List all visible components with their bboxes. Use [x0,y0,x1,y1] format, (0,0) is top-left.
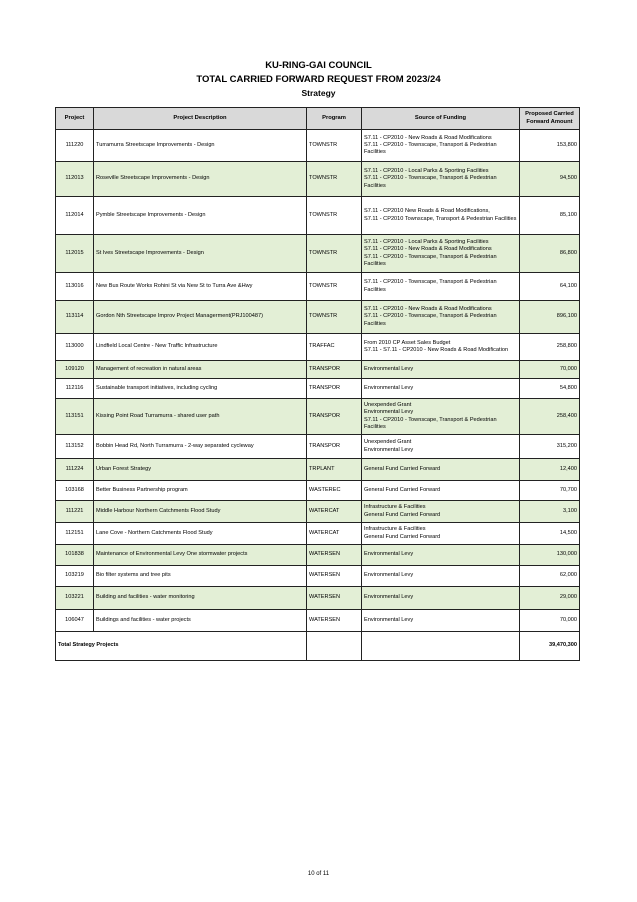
project-id-cell: 103221 [56,587,94,610]
funding-source-cell [362,361,520,379]
project-id-cell: 111220 [56,130,94,162]
column-header: Source of Funding [362,108,520,130]
table-header-row [56,108,580,130]
project-id-cell: 112151 [56,523,94,545]
funding-source-line: Environmental Levy [364,594,414,601]
program-cell: TRPLANT [307,459,362,481]
project-description-cell: Lindfield Local Centre - New Traffic Infrastructure [94,334,307,361]
funding-source-cell [362,501,520,523]
project-id-cell: 112014 [56,197,94,235]
table-row [56,545,580,566]
project-description-cell: New Bus Route Works Rohini St via New St to Turra Ave &Hwy [94,273,307,301]
table-row [56,334,580,361]
funding-source-cell [362,334,520,361]
amount-cell: 29,000 [520,587,580,610]
funding-source-line: Environmental Levy [364,616,414,623]
funding-source-line: General Fund Carried Forward [364,533,441,540]
amount-cell: 130,000 [520,545,580,566]
council-name: KU-RING-GAI COUNCIL [265,60,372,71]
program-cell: TOWNSTR [307,197,362,235]
carried-forward-table [55,107,580,661]
total-row [56,632,580,661]
amount-cell: 896,100 [520,301,580,334]
project-description-cell: Turramurra Streetscape Improvements - Design [94,130,307,162]
program-cell: TRANSPOR [307,361,362,379]
funding-source-line: S7.11 - CP2010 - Local Parks & Sporting Facilities [364,168,489,175]
funding-source-line: Environmental Levy [364,572,414,579]
funding-source-line: S7.11 - CP2010 - Townscape, Transport & Pedestrian Facilities [364,279,497,293]
funding-source-cell [362,610,520,632]
program-cell: TOWNSTR [307,235,362,273]
amount-cell: 54,800 [520,379,580,399]
project-id-cell: 103219 [56,566,94,587]
project-id-cell: 113114 [56,301,94,334]
program-cell: WASTEREC [307,481,362,501]
amount-cell: 94,500 [520,162,580,197]
amount-cell: 64,100 [520,273,580,301]
program-cell: TRANSPOR [307,399,362,435]
project-description-cell: Lane Cove - Northern Catchments Flood Study [94,523,307,545]
program-cell: TOWNSTR [307,301,362,334]
funding-source-line: Unexpended Grant [364,439,412,446]
column-header: Project Description [94,108,307,130]
project-id-cell: 113016 [56,273,94,301]
funding-source-cell [362,481,520,501]
project-id-cell: 112116 [56,379,94,399]
column-header: Program [307,108,362,130]
funding-source-line: S7.11 - CP2010 - Townscape, Transport & Pedestrian Facilities [364,141,497,156]
amount-cell: 86,800 [520,235,580,273]
funding-source-line: General Fund Carried Forward [364,486,441,493]
amount-cell: 85,100 [520,197,580,235]
table-row [56,197,580,235]
funding-source-line: S7.11 - CP2010 - Townscape, Transport & Pedestrian Facilities [364,175,497,189]
project-id-cell: 111224 [56,459,94,481]
total-amount: 39,470,300 [520,632,580,661]
amount-cell: 70,700 [520,481,580,501]
funding-source-cell [362,130,520,162]
funding-source-line: Unexpended Grant [364,401,412,408]
funding-source-line: S7.11 - CP2010 - Local Parks & Sporting Facilities [364,238,489,245]
funding-source-cell [362,545,520,566]
funding-source-cell [362,235,520,273]
project-description-cell: Management of recreation in natural areas [94,361,307,379]
program-cell: TOWNSTR [307,130,362,162]
column-header: Proposed Carried Forward Amount [520,108,580,130]
funding-source-line: S7.11 - CP2010 Townscape, Transport & Pedestrian Facilities [364,215,517,222]
report-subtitle: Strategy [301,88,336,98]
project-description-cell: Middle Harbour Northern Catchments Flood Study [94,501,307,523]
funding-source-cell [362,379,520,399]
funding-source-cell [362,197,520,235]
project-description-cell: St Ives Streetscape Improvements - Design [94,235,307,273]
total-empty-cell [362,632,520,661]
funding-source-cell [362,566,520,587]
project-description-cell: Bobbin Head Rd, North Turramurra - 2-way separated cycleway [94,435,307,459]
funding-source-cell [362,523,520,545]
table-row [56,379,580,399]
funding-source-line: S7.11 - CP2010 - Townscape, Transport & Pedestrian Facilities [364,253,497,267]
project-id-cell: 113000 [56,334,94,361]
amount-cell: 315,200 [520,435,580,459]
amount-cell: 70,000 [520,610,580,632]
funding-source-line: General Fund Carried Forward [364,511,441,518]
funding-source-line: Infrastructure & Facilities [364,504,426,511]
funding-source-line: S7.11 - S7.11 - CP2010 - New Roads & Road Modification [364,347,509,353]
funding-source-line: S7.11 - CP2010 - Townscape, Transport & Pedestrian Facilities [364,416,497,430]
program-cell: TRANSPOR [307,435,362,459]
project-id-cell: 103168 [56,481,94,501]
funding-source-line: S7.11 - CP2010 - New Roads & Road Modifications [364,134,492,141]
program-cell: TOWNSTR [307,273,362,301]
table-row [56,399,580,435]
project-id-cell: 112013 [56,162,94,197]
funding-source-line: S7.11 - CP2010 - Townscape, Transport & Pedestrian Facilities [364,313,497,327]
program-cell: TOWNSTR [307,162,362,197]
table-row [56,435,580,459]
funding-source-line: S7.11 - CP2010 - New Roads & Road Modifications [364,246,492,253]
funding-source-line: Environmental Levy [364,409,414,416]
project-description-cell: Buildings and facilities - water projects [94,610,307,632]
funding-source-line: Environmental Levy [364,446,414,453]
amount-cell: 258,400 [520,399,580,435]
project-description-cell: Building and facilities - water monitoring [94,587,307,610]
total-empty-cell [307,632,362,661]
amount-cell: 14,500 [520,523,580,545]
table-row [56,501,580,523]
program-cell: TRANSPOR [307,379,362,399]
project-id-cell: 113151 [56,399,94,435]
table-row [56,481,580,501]
funding-source-cell [362,162,520,197]
table-row [56,523,580,545]
funding-source-line: From 2010 CP Asset Sales Budget [364,339,451,346]
funding-source-line: S7.11 - CP2010 - New Roads & Road Modifications [364,306,492,313]
project-id-cell: 101838 [56,545,94,566]
table-row [56,235,580,273]
table-row [56,130,580,162]
program-cell: WATERCAT [307,523,362,545]
program-cell: WATERSEN [307,610,362,632]
amount-cell: 12,400 [520,459,580,481]
funding-source-cell [362,435,520,459]
project-description-cell: Kissing Point Road Turramurra - shared user path [94,399,307,435]
project-description-cell: Gordon Nth Streetscape Improv Project Managerment(PRJ100487) [94,301,307,334]
table-row [56,587,580,610]
project-description-cell: Better Business Partnership program [94,481,307,501]
project-id-cell: 113152 [56,435,94,459]
program-cell: WATERCAT [307,501,362,523]
funding-source-line: Environmental Levy [364,365,414,372]
funding-source-cell [362,273,520,301]
table-row [56,273,580,301]
table-row [56,162,580,197]
project-id-cell: 111221 [56,501,94,523]
amount-cell: 258,800 [520,334,580,361]
funding-source-line: Environmental Levy [364,384,414,391]
table-row [56,361,580,379]
project-id-cell: 112015 [56,235,94,273]
total-label: Total Strategy Projects [56,632,307,661]
amount-cell: 3,100 [520,501,580,523]
table-row [56,459,580,481]
funding-source-line: General Fund Carried Forward [364,465,441,472]
funding-source-line: Environmental Levy [364,551,414,558]
table-row [56,301,580,334]
table-row [56,610,580,632]
project-id-cell: 106047 [56,610,94,632]
program-cell: WATERSEN [307,545,362,566]
table-row [56,566,580,587]
funding-source-line: Infrastructure & Facilities [364,526,426,533]
program-cell: TRAFFAC [307,334,362,361]
program-cell: WATERSEN [307,566,362,587]
amount-cell: 70,000 [520,361,580,379]
project-description-cell: Bio filter systems and tree pits [94,566,307,587]
report-title: TOTAL CARRIED FORWARD REQUEST FROM 2023/24 [196,74,441,85]
project-description-cell: Maintenance of Environmental Levy One stormwater projects [94,545,307,566]
project-description-cell: Pymble Streetscape Improvements - Design [94,197,307,235]
funding-source-cell [362,399,520,435]
project-description-cell: Roseville Streetscape Improvements - Design [94,162,307,197]
funding-source-cell [362,459,520,481]
program-cell: WATERSEN [307,587,362,610]
funding-source-cell [362,587,520,610]
funding-source-cell [362,301,520,334]
page-number: 10 of 11 [307,871,330,877]
amount-cell: 153,800 [520,130,580,162]
project-description-cell: Sustainable transport initiatives, including cycling [94,379,307,399]
project-description-cell: Urban Forest Strategy [94,459,307,481]
project-id-cell: 109120 [56,361,94,379]
amount-cell: 62,000 [520,566,580,587]
column-header: Project [56,108,94,130]
funding-source-line: S7.11 - CP2010 New Roads & Road Modifications, [364,208,490,215]
